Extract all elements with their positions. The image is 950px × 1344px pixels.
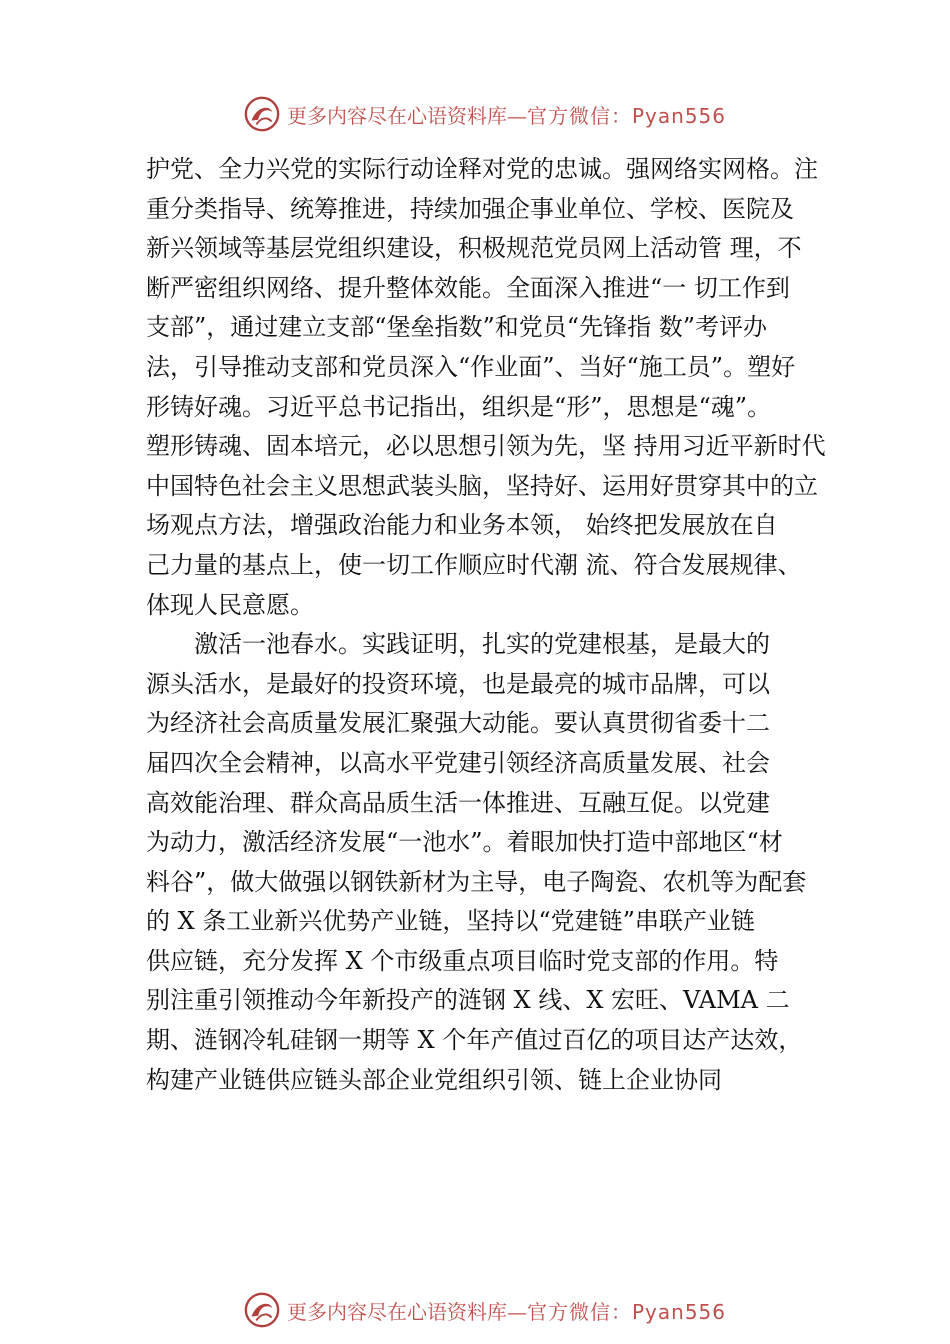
- text-line: 高效能治理、群众高品质生活一体推进、互融互促。以党建: [146, 788, 770, 817]
- footer-brand: 更多内容尽在心语资料库: [287, 1299, 507, 1324]
- text-line: 形铸好魂。习近平总书记指出，组织是“形”，思想是“魂”。: [146, 392, 772, 421]
- swirl-logo-icon: [243, 1291, 281, 1329]
- swirl-logo-icon: [243, 95, 281, 133]
- text-line: 为动力，激活经济发展“一池水”。着眼加快打造中部地区“材: [146, 828, 783, 857]
- document-body: [146, 150, 846, 1100]
- text-line: 塑形铸魂、固本培元，必以思想引领为先，坚 持用习近平新时代: [146, 432, 826, 461]
- text-line: 断严密组织网络、提升整体效能。全面深入推进“一 切工作到: [146, 273, 790, 302]
- text-line: 构建产业链供应链头部企业党组织引领、链上企业协同: [146, 1065, 722, 1094]
- text-line: 别注重引领推动今年新投产的涟钢 X 线、X 宏旺、VAMA 二: [146, 986, 790, 1015]
- text-line: 法，引导推动支部和党员深入“作业面”、当好“施工员”。塑好: [146, 352, 796, 381]
- paragraph-start-line: 激活一池春水。实践证明，扎实的党建根基，是最大的: [194, 630, 770, 659]
- text-line: 场观点方法，增强政治能力和业务本领， 始终把发展放在自: [146, 511, 778, 540]
- header-separator: —: [507, 103, 527, 128]
- text-line: 的 X 条工业新兴优势产业链，坚持以“党建链”串联产业链: [146, 907, 755, 936]
- text-line: 中国特色社会主义思想武装头脑，坚持好、运用好贯穿其中的立: [146, 471, 818, 500]
- text-line: 新兴领域等基层党组织建设，积极规范党员网上活动管 理，不: [146, 234, 802, 263]
- header-banner: [243, 92, 803, 136]
- footer-banner: [243, 1288, 803, 1332]
- footer-separator: —: [507, 1299, 527, 1324]
- text-line: 期、涟钢冷轧硅钢一期等 X 个年产值过百亿的项目达产达效，: [146, 1026, 803, 1055]
- footer-text: [287, 1296, 726, 1325]
- footer-contact: 官方微信：Pyan556: [527, 1299, 727, 1324]
- text-line: 己力量的基点上，使一切工作顺应时代潮 流、符合发展规律、: [146, 550, 802, 579]
- text-line: 重分类指导、统筹推进，持续加强企事业单位、学校、医院及: [146, 194, 794, 223]
- text-line: 护党、全力兴党的实际行动诠释对党的忠诚。强网络实网格。注: [146, 155, 818, 183]
- text-line: 料谷”，做大做强以钢铁新材为主导，电子陶瓷、农机等为配套: [146, 867, 807, 896]
- text-line: 源头活水，是最好的投资环境，也是最亮的城市品牌，可以: [146, 669, 770, 698]
- text-line: 体现人民意愿。: [146, 590, 314, 619]
- header-brand: 更多内容尽在心语资料库: [287, 103, 507, 128]
- header-text: [287, 100, 726, 129]
- header-contact: 官方微信：Pyan556: [527, 103, 727, 128]
- text-line: 支部”，通过建立支部“堡垒指数”和党员“先锋指 数”考评办: [146, 313, 767, 342]
- text-line: 为经济社会高质量发展汇聚强大动能。要认真贯彻省委十二: [146, 709, 770, 738]
- text-line: 届四次全会精神，以高水平党建引领经济高质量发展、社会: [146, 748, 770, 777]
- text-line: 供应链，充分发挥 X 个市级重点项目临时党支部的作用。特: [146, 946, 779, 975]
